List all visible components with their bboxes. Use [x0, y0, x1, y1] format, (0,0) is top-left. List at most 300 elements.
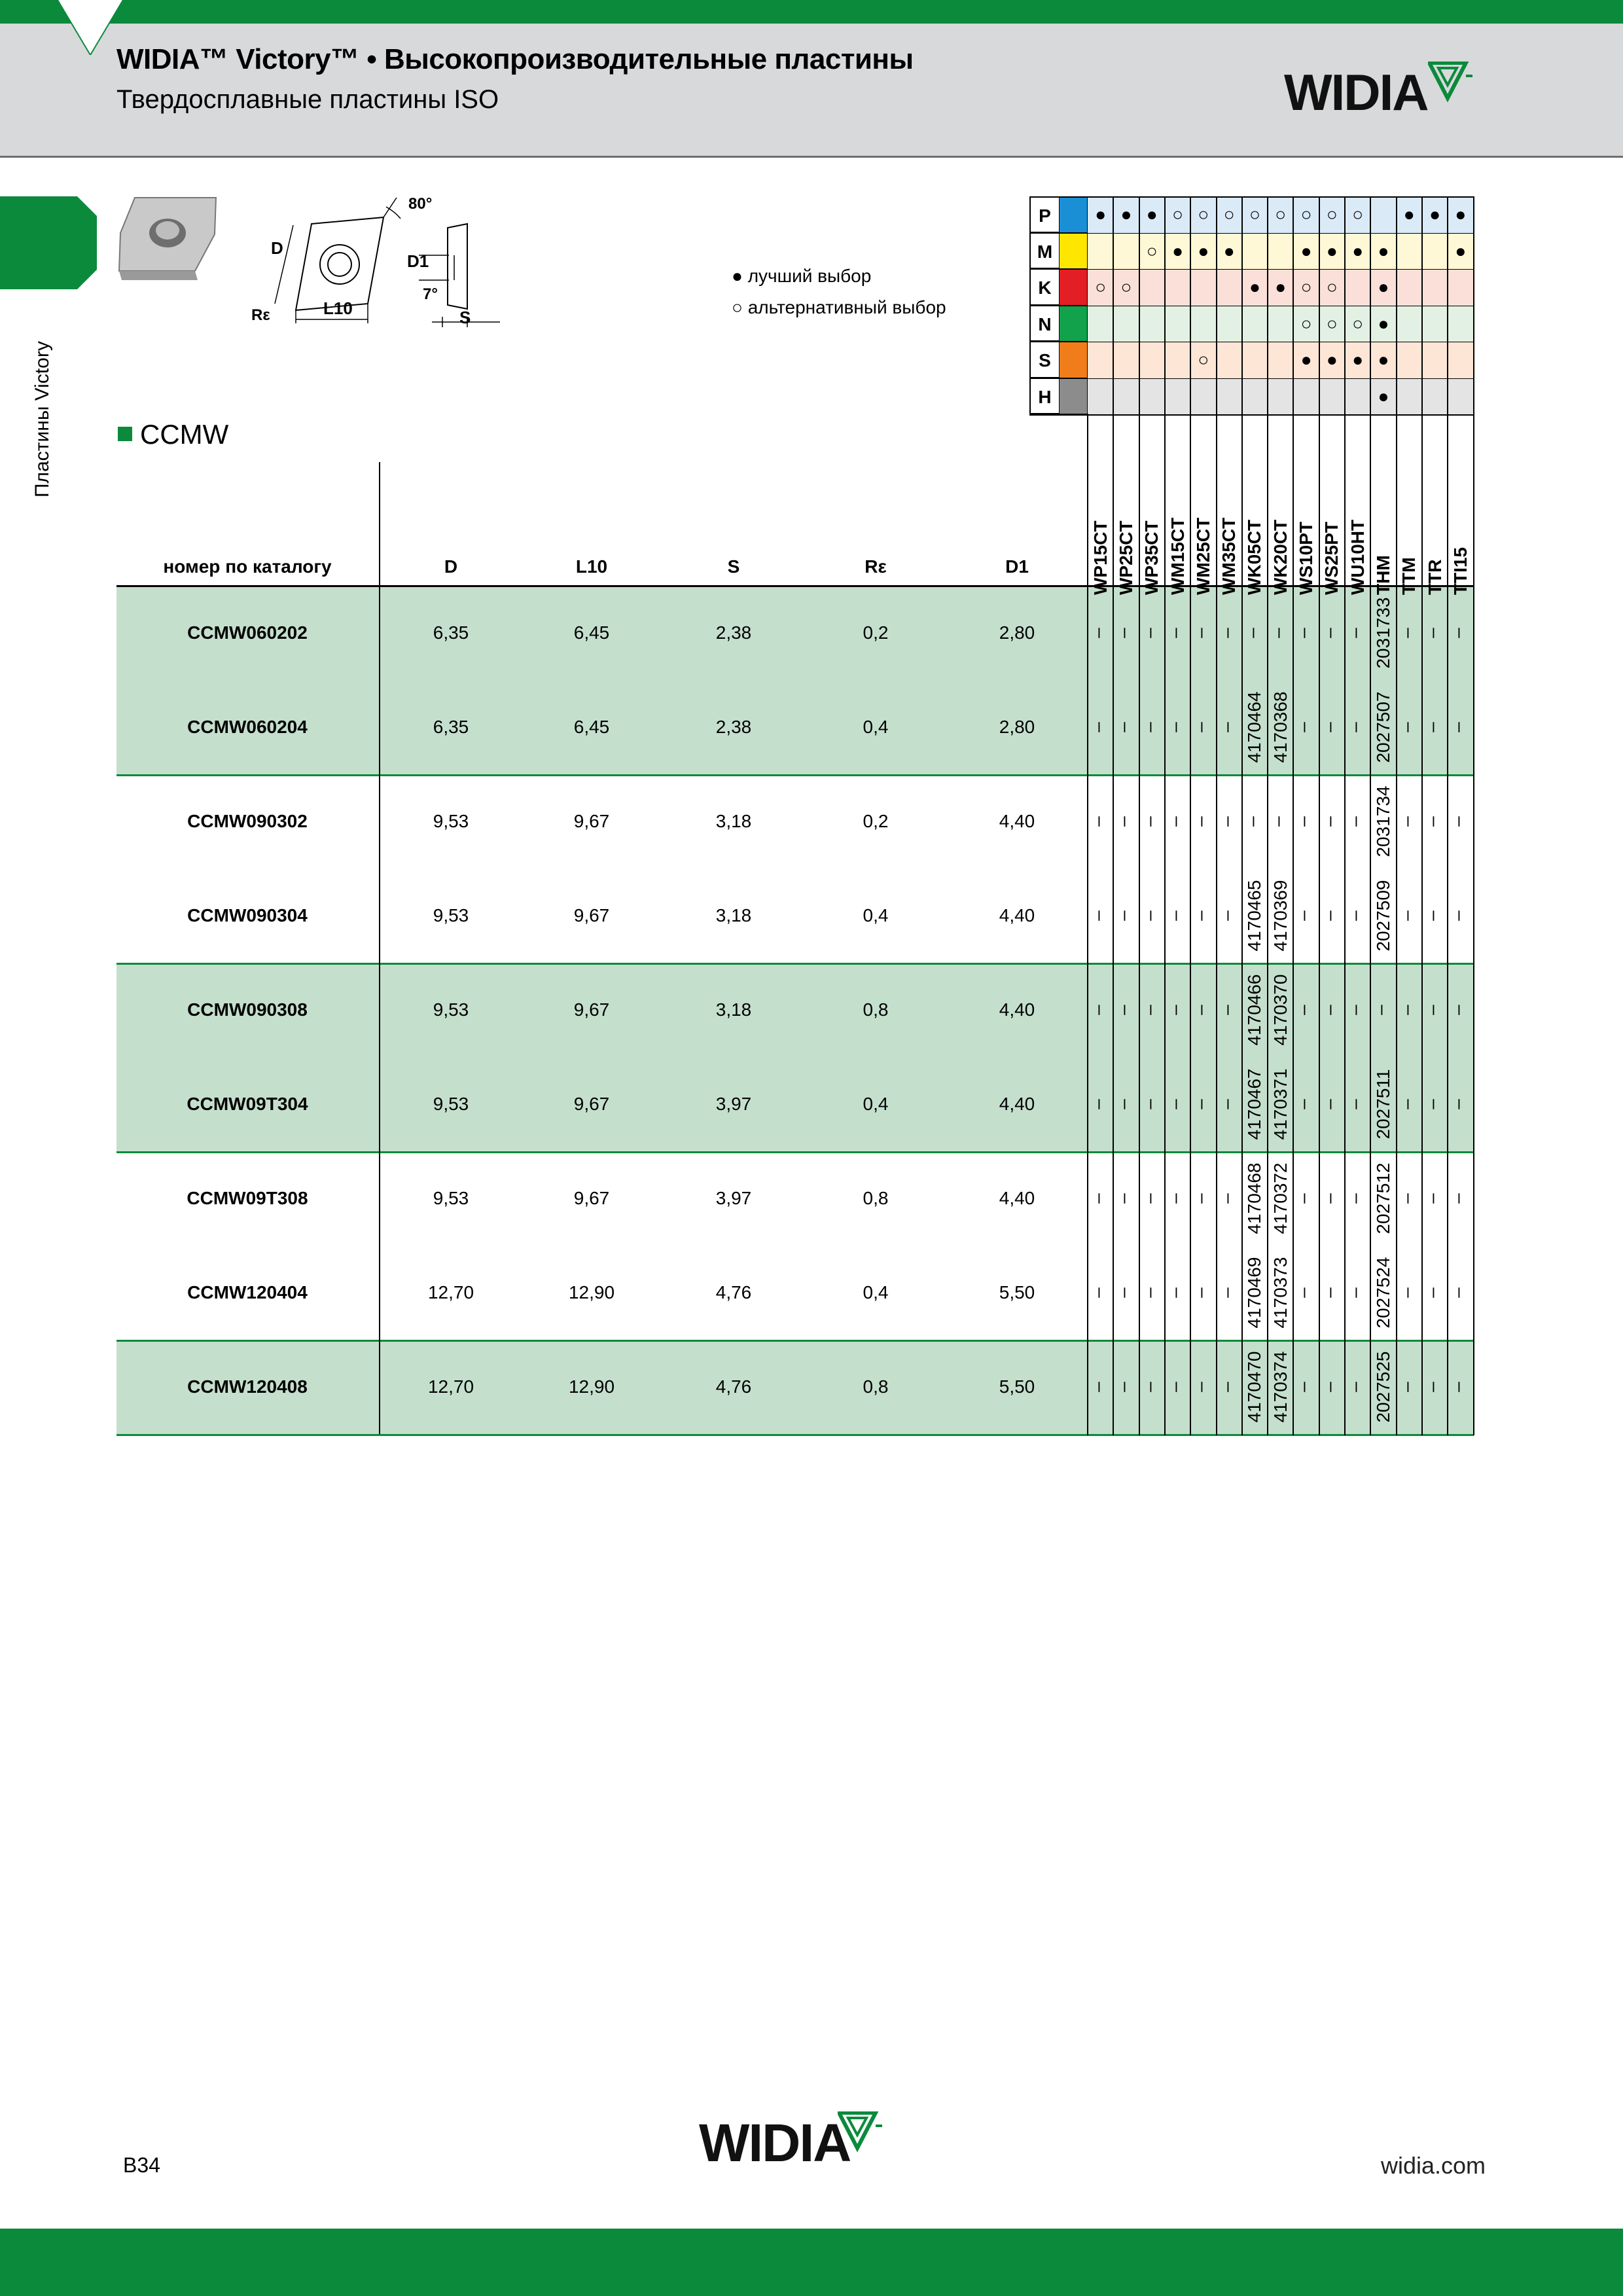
drawing-angle-label: 80°: [408, 195, 433, 213]
not-available-dash: –: [1322, 722, 1343, 732]
not-available-dash: –: [1142, 1099, 1163, 1109]
grade-divider: [1267, 196, 1268, 1435]
not-available-dash: –: [1322, 910, 1343, 921]
material-mark: [1165, 269, 1190, 306]
drawing-re-label: Rε: [251, 306, 270, 324]
not-available-dash: –: [1347, 1287, 1368, 1298]
order-number[interactable]: 4170372: [1270, 1162, 1291, 1234]
not-available-dash: –: [1347, 1005, 1368, 1015]
material-mark: [1190, 378, 1216, 415]
not-available-dash: –: [1193, 1193, 1214, 1204]
not-available-dash: –: [1219, 1382, 1240, 1392]
material-letter-n: N: [1029, 306, 1059, 342]
not-available-dash: –: [1399, 628, 1420, 638]
not-available-dash: –: [1193, 1005, 1214, 1015]
grade-header-thm: THM: [1372, 555, 1393, 595]
material-mark: ●: [1352, 350, 1364, 370]
not-available-dash: –: [1425, 722, 1446, 732]
material-mark: ●: [1300, 240, 1312, 261]
material-mark: ○: [1198, 204, 1209, 224]
grade-header-wp15ct: WP15CT: [1090, 520, 1111, 595]
not-available-dash: –: [1347, 816, 1368, 827]
material-mark: [1370, 196, 1396, 233]
order-number[interactable]: 4170374: [1270, 1351, 1291, 1423]
material-mark: ○: [1326, 204, 1338, 224]
order-number[interactable]: 4170369: [1270, 880, 1291, 952]
material-mark: [1088, 342, 1113, 378]
grade-header-wu10ht: WU10HT: [1347, 519, 1368, 595]
grade-header-wp35ct: WP35CT: [1141, 520, 1162, 595]
not-available-dash: –: [1219, 1287, 1240, 1298]
value-d: 12,70: [427, 1376, 474, 1397]
value-d1: 2,80: [999, 622, 1035, 643]
matrix-bottom-rule: [1029, 414, 1474, 416]
material-mark: [1397, 378, 1422, 415]
material-mark: [1217, 306, 1242, 342]
material-mark: [1242, 342, 1268, 378]
value-l10: 6,45: [573, 717, 610, 737]
material-mark: ○: [1352, 204, 1364, 224]
not-available-dash: –: [1193, 1287, 1214, 1298]
group-separator: [116, 963, 1474, 965]
not-available-dash: –: [1142, 910, 1163, 921]
material-mark: ○: [1095, 277, 1107, 297]
material-mark: [1397, 233, 1422, 270]
value-re: 0,2: [863, 622, 889, 643]
widia-triangle-logo-icon: [1428, 62, 1474, 102]
not-available-dash: –: [1142, 1382, 1163, 1392]
order-number[interactable]: 4170467: [1244, 1068, 1265, 1140]
value-s: 2,38: [715, 622, 752, 643]
not-available-dash: –: [1168, 722, 1188, 732]
not-available-dash: –: [1399, 910, 1420, 921]
material-mark: ○: [1326, 277, 1338, 297]
value-l10: 9,67: [573, 999, 610, 1020]
not-available-dash: –: [1090, 910, 1111, 921]
material-color-s: [1059, 342, 1088, 378]
value-s: 3,18: [715, 811, 752, 831]
value-l10: 12,90: [568, 1376, 615, 1397]
material-mark: ○: [1275, 204, 1287, 224]
not-available-dash: –: [1219, 816, 1240, 827]
material-color-k: [1059, 269, 1088, 306]
not-available-dash: –: [1296, 816, 1317, 827]
column-header-catalog: номер по каталогу: [163, 556, 332, 577]
material-mark: [1397, 306, 1422, 342]
value-re: 0,8: [863, 1188, 889, 1208]
not-available-dash: –: [1116, 1099, 1137, 1109]
group-separator: [116, 1434, 1474, 1436]
catalog-number[interactable]: CCMW090308: [187, 999, 308, 1020]
grade-divider: [1293, 196, 1294, 1435]
not-available-dash: –: [1450, 816, 1471, 827]
value-d: 9,53: [433, 999, 469, 1020]
not-available-dash: –: [1142, 1287, 1163, 1298]
not-available-dash: –: [1399, 1099, 1420, 1109]
widia-logo-header: [1284, 63, 1428, 122]
not-available-dash: –: [1168, 1099, 1188, 1109]
order-number[interactable]: 2027512: [1372, 1162, 1393, 1234]
material-mark: [1422, 269, 1448, 306]
not-available-dash: –: [1219, 1005, 1240, 1015]
material-mark: [1242, 306, 1268, 342]
value-re: 0,2: [863, 811, 889, 831]
material-mark: [1422, 342, 1448, 378]
page-title: WIDIA™ Victory™ • Высокопроизводительные пластины: [116, 43, 914, 75]
order-number[interactable]: 2027524: [1372, 1257, 1393, 1329]
material-mark: ●: [1300, 350, 1312, 370]
grade-divider: [1087, 414, 1088, 1435]
not-available-dash: –: [1090, 628, 1111, 638]
not-available-dash: –: [1090, 1193, 1111, 1204]
not-available-dash: –: [1090, 816, 1111, 827]
value-l10: 9,67: [573, 1094, 610, 1114]
not-available-dash: –: [1347, 722, 1368, 732]
catalog-number[interactable]: CCMW120404: [187, 1282, 308, 1302]
material-color-n: [1059, 306, 1088, 342]
material-mark: [1319, 378, 1345, 415]
not-available-dash: –: [1322, 1382, 1343, 1392]
not-available-dash: –: [1322, 816, 1343, 827]
order-number[interactable]: 2031733: [1372, 597, 1393, 669]
grade-header-ttm: TTM: [1399, 557, 1419, 595]
value-d: 9,53: [433, 811, 469, 831]
grade-divider: [1370, 196, 1371, 1435]
value-l10: 6,45: [573, 622, 610, 643]
material-mark: [1139, 269, 1165, 306]
material-mark: ○: [1300, 204, 1312, 224]
material-mark: [1268, 342, 1293, 378]
page-subtitle: Твердосплавные пластины ISO: [116, 85, 499, 114]
material-mark: ●: [1378, 350, 1389, 370]
value-d1: 5,50: [999, 1282, 1035, 1302]
not-available-dash: –: [1245, 628, 1266, 638]
not-available-dash: –: [1450, 722, 1471, 732]
page-number: B34: [123, 2153, 160, 2177]
not-available-dash: –: [1322, 1287, 1343, 1298]
not-available-dash: –: [1322, 628, 1343, 638]
not-available-dash: –: [1116, 816, 1137, 827]
material-mark: [1293, 378, 1319, 415]
catalog-number[interactable]: CCMW060202: [187, 622, 308, 643]
grade-divider: [1164, 196, 1166, 1435]
value-re: 0,4: [863, 1094, 889, 1114]
not-available-dash: –: [1168, 1193, 1188, 1204]
material-mark: [1422, 378, 1448, 415]
material-mark: ○: [1120, 277, 1132, 297]
legend-alternative-choice: ○ альтернативный выбор: [732, 297, 946, 317]
not-available-dash: –: [1116, 628, 1137, 638]
order-number[interactable]: 4170371: [1270, 1068, 1291, 1140]
material-mark: [1242, 233, 1268, 270]
material-mark: ○: [1146, 240, 1158, 261]
value-re: 0,4: [863, 717, 889, 737]
not-available-dash: –: [1425, 1287, 1446, 1298]
material-mark: ●: [1429, 204, 1440, 224]
not-available-dash: –: [1142, 722, 1163, 732]
order-number[interactable]: 2027525: [1372, 1351, 1393, 1423]
not-available-dash: –: [1090, 1099, 1111, 1109]
not-available-dash: –: [1425, 816, 1446, 827]
material-letter-h: H: [1029, 378, 1059, 415]
material-mark: ●: [1120, 204, 1132, 224]
not-available-dash: –: [1425, 1193, 1446, 1204]
value-s: 3,97: [715, 1094, 752, 1114]
material-mark: ○: [1326, 313, 1338, 334]
not-available-dash: –: [1142, 628, 1163, 638]
material-mark: ○: [1300, 277, 1312, 297]
value-d1: 2,80: [999, 717, 1035, 737]
column-header-re: Rε: [865, 556, 887, 577]
value-s: 3,97: [715, 1188, 752, 1208]
not-available-dash: –: [1193, 816, 1214, 827]
order-number[interactable]: 4170470: [1244, 1351, 1265, 1423]
material-mark: [1217, 378, 1242, 415]
column-header-d1: D1: [1005, 556, 1029, 577]
material-mark: [1268, 378, 1293, 415]
value-d: 9,53: [433, 905, 469, 925]
material-mark: ●: [1095, 204, 1107, 224]
website-link[interactable]: widia.com: [1381, 2152, 1486, 2179]
material-mark: ●: [1378, 386, 1389, 406]
grade-divider: [1421, 196, 1423, 1435]
material-mark: [1422, 306, 1448, 342]
not-available-dash: –: [1450, 1287, 1471, 1298]
material-mark: [1448, 306, 1473, 342]
order-number[interactable]: 4170373: [1270, 1257, 1291, 1329]
not-available-dash: –: [1116, 910, 1137, 921]
not-available-dash: –: [1347, 628, 1368, 638]
grade-divider: [1396, 196, 1397, 1435]
value-d: 9,53: [433, 1094, 469, 1114]
value-re: 0,8: [863, 1376, 889, 1397]
not-available-dash: –: [1322, 1193, 1343, 1204]
material-color-m: [1059, 233, 1088, 270]
grade-divider: [1241, 196, 1243, 1435]
order-number[interactable]: 4170465: [1244, 880, 1265, 952]
material-mark: ●: [1378, 313, 1389, 334]
not-available-dash: –: [1296, 1005, 1317, 1015]
not-available-dash: –: [1168, 1382, 1188, 1392]
grade-divider: [1447, 196, 1448, 1435]
material-mark: [1397, 269, 1422, 306]
value-re: 0,4: [863, 1282, 889, 1302]
material-mark: [1448, 378, 1473, 415]
material-letter-m: M: [1029, 233, 1059, 270]
material-mark: [1448, 342, 1473, 378]
material-mark: [1113, 306, 1139, 342]
not-available-dash: –: [1090, 1005, 1111, 1015]
material-mark: [1397, 342, 1422, 378]
grade-header-wm35ct: WM35CT: [1219, 517, 1240, 595]
not-available-dash: –: [1090, 1382, 1111, 1392]
matrix-top-rule: [1029, 196, 1474, 198]
grade-header-wm25ct: WM25CT: [1192, 517, 1213, 595]
value-re: 0,8: [863, 999, 889, 1020]
grade-header-ttr: TTR: [1424, 559, 1445, 595]
not-available-dash: –: [1399, 1193, 1420, 1204]
not-available-dash: –: [1399, 1005, 1420, 1015]
grade-header-wm15ct: WM15CT: [1167, 517, 1188, 595]
grade-header-wk20ct: WK20CT: [1270, 519, 1291, 595]
not-available-dash: –: [1168, 816, 1188, 827]
value-d: 12,70: [427, 1282, 474, 1302]
column-header-l10: L10: [575, 556, 608, 577]
value-d1: 4,40: [999, 1094, 1035, 1114]
material-letter-k: K: [1029, 269, 1059, 306]
material-mark: [1422, 233, 1448, 270]
material-mark: ○: [1300, 313, 1312, 334]
material-mark: ○: [1352, 313, 1364, 334]
not-available-dash: –: [1090, 722, 1111, 732]
not-available-dash: –: [1296, 1193, 1317, 1204]
grade-divider: [1216, 196, 1217, 1435]
order-number[interactable]: 2031734: [1372, 785, 1393, 857]
not-available-dash: –: [1399, 816, 1420, 827]
grade-header-tti15: TTI15: [1450, 547, 1471, 595]
not-available-dash: –: [1373, 1005, 1394, 1015]
header-notch-outline: [58, 0, 123, 55]
not-available-dash: –: [1116, 722, 1137, 732]
order-number[interactable]: 4170468: [1244, 1162, 1265, 1234]
not-available-dash: –: [1425, 1099, 1446, 1109]
drawing-d-label: D: [271, 238, 283, 258]
group-separator: [116, 1340, 1474, 1342]
not-available-dash: –: [1347, 1193, 1368, 1204]
value-d: 6,35: [433, 622, 469, 643]
value-d1: 4,40: [999, 999, 1035, 1020]
material-letter-s: S: [1029, 342, 1059, 378]
value-d1: 5,50: [999, 1376, 1035, 1397]
material-mark: ●: [1249, 277, 1260, 297]
value-s: 4,76: [715, 1376, 752, 1397]
not-available-dash: –: [1296, 1099, 1317, 1109]
value-d1: 4,40: [999, 905, 1035, 925]
not-available-dash: –: [1245, 816, 1266, 827]
order-number[interactable]: 4170469: [1244, 1257, 1265, 1329]
not-available-dash: –: [1193, 628, 1214, 638]
catalog-number[interactable]: CCMW09T308: [187, 1188, 308, 1208]
material-mark: ●: [1172, 240, 1183, 261]
material-mark: [1345, 269, 1370, 306]
value-l10: 12,90: [568, 1282, 615, 1302]
not-available-dash: –: [1450, 910, 1471, 921]
material-mark: ●: [1352, 240, 1364, 261]
footer-accent-bar: [0, 2229, 1623, 2296]
material-mark: ○: [1172, 204, 1183, 224]
material-mark: [1165, 342, 1190, 378]
not-available-dash: –: [1270, 816, 1291, 827]
group-separator: [116, 774, 1474, 776]
not-available-dash: –: [1450, 1005, 1471, 1015]
not-available-dash: –: [1399, 1287, 1420, 1298]
not-available-dash: –: [1193, 910, 1214, 921]
material-mark: ●: [1198, 240, 1209, 261]
material-mark: ●: [1403, 204, 1415, 224]
catalog-number[interactable]: CCMW09T304: [187, 1094, 308, 1114]
not-available-dash: –: [1219, 910, 1240, 921]
grade-divider: [1319, 196, 1320, 1435]
catalog-number[interactable]: CCMW090302: [187, 811, 308, 831]
drawing-s-label: S: [459, 308, 471, 327]
not-available-dash: –: [1193, 1099, 1214, 1109]
material-mark: [1268, 233, 1293, 270]
order-number[interactable]: 4170368: [1270, 691, 1291, 763]
material-mark: [1190, 269, 1216, 306]
value-s: 3,18: [715, 999, 752, 1020]
value-d1: 4,40: [999, 811, 1035, 831]
material-mark: [1345, 378, 1370, 415]
not-available-dash: –: [1347, 1099, 1368, 1109]
order-number[interactable]: 2027509: [1372, 880, 1393, 952]
not-available-dash: –: [1425, 1382, 1446, 1392]
widia-logo-text: WIDIA: [1284, 63, 1428, 121]
grade-header-ws25pt: WS25PT: [1321, 521, 1342, 595]
material-mark: ●: [1378, 277, 1389, 297]
order-number[interactable]: 2027507: [1372, 691, 1393, 763]
material-color-h: [1059, 378, 1088, 415]
material-letter-p: P: [1029, 196, 1059, 233]
not-available-dash: –: [1219, 722, 1240, 732]
value-d1: 4,40: [999, 1188, 1035, 1208]
material-mark: [1242, 378, 1268, 415]
side-tab-label: Пластины Victory: [31, 341, 53, 497]
value-l10: 9,67: [573, 1188, 610, 1208]
not-available-dash: –: [1168, 910, 1188, 921]
catalog-number[interactable]: CCMW090304: [187, 905, 308, 925]
material-mark: ●: [1275, 277, 1287, 297]
order-number[interactable]: 4170370: [1270, 974, 1291, 1046]
order-number[interactable]: 4170466: [1244, 974, 1265, 1046]
order-number[interactable]: 2027511: [1372, 1069, 1393, 1139]
drawing-clearance-label: 7°: [423, 285, 438, 303]
widia-triangle-footer-icon: [838, 2111, 885, 2153]
column-header-d: D: [444, 556, 458, 577]
material-mark: [1190, 306, 1216, 342]
not-available-dash: –: [1450, 628, 1471, 638]
not-available-dash: –: [1296, 910, 1317, 921]
not-available-dash: –: [1090, 1287, 1111, 1298]
material-mark: ●: [1455, 240, 1467, 261]
material-mark: [1217, 269, 1242, 306]
not-available-dash: –: [1296, 722, 1317, 732]
not-available-dash: –: [1168, 1287, 1188, 1298]
not-available-dash: –: [1347, 910, 1368, 921]
value-d: 9,53: [433, 1188, 469, 1208]
not-available-dash: –: [1168, 1005, 1188, 1015]
grade-divider: [1473, 196, 1474, 1435]
not-available-dash: –: [1347, 1382, 1368, 1392]
matrix-left-rule: [1029, 196, 1031, 414]
material-mark: [1113, 233, 1139, 270]
value-s: 2,38: [715, 717, 752, 737]
material-mark: ●: [1146, 204, 1158, 224]
not-available-dash: –: [1270, 628, 1291, 638]
not-available-dash: –: [1296, 1382, 1317, 1392]
order-number[interactable]: 4170464: [1244, 691, 1265, 763]
not-available-dash: –: [1219, 1193, 1240, 1204]
catalog-number[interactable]: CCMW120408: [187, 1376, 308, 1397]
not-available-dash: –: [1193, 1382, 1214, 1392]
not-available-dash: –: [1142, 1193, 1163, 1204]
not-available-dash: –: [1116, 1382, 1137, 1392]
material-mark: [1139, 378, 1165, 415]
catalog-number[interactable]: CCMW060204: [187, 717, 308, 737]
not-available-dash: –: [1193, 722, 1214, 732]
material-mark: [1217, 342, 1242, 378]
grade-divider: [1190, 196, 1191, 1435]
widia-logo-footer-text: WIDIA: [699, 2113, 851, 2173]
